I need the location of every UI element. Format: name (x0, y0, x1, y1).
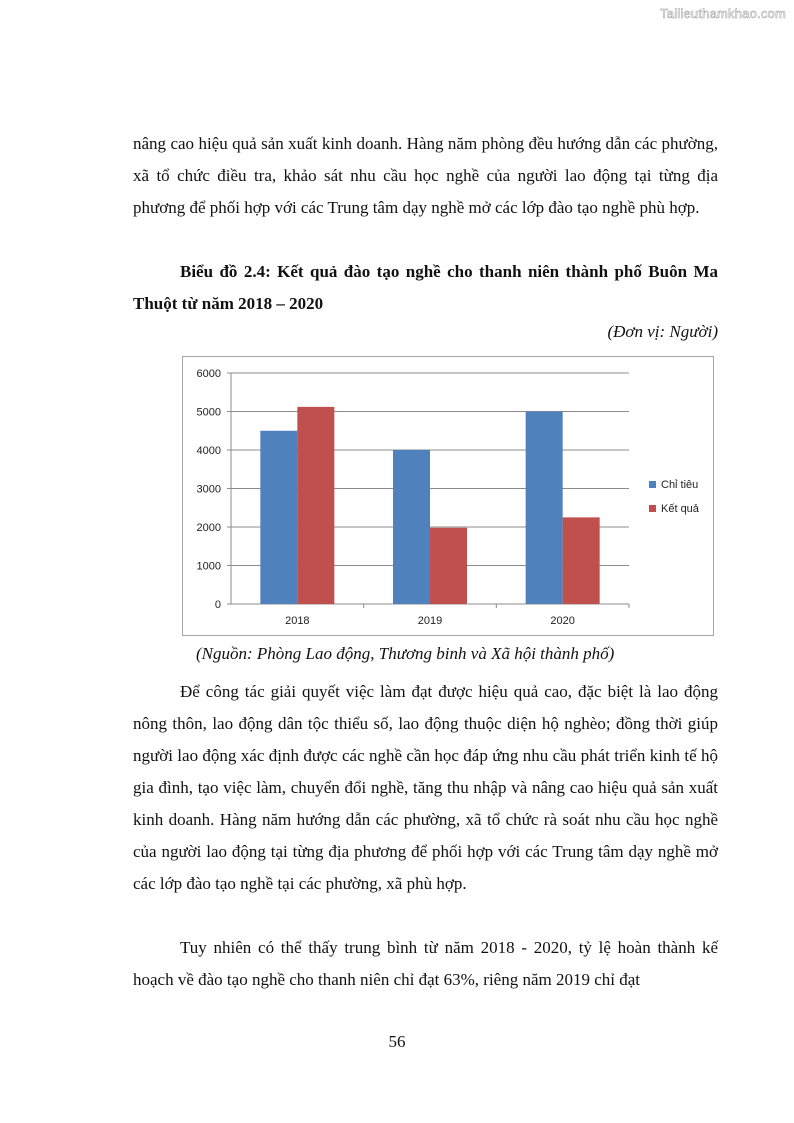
page-number: 56 (388, 1032, 406, 1051)
x-tick-label: 2018 (285, 615, 310, 627)
y-tick-label: 2000 (196, 522, 221, 534)
bar-chart (182, 356, 714, 636)
unit-label: (Đơn vị: Người) (607, 322, 718, 341)
bar-chỉ-tiêu-2020 (526, 412, 563, 605)
legend-label: Chỉ tiêu (661, 479, 699, 491)
chart-source: (Nguồn: Phòng Lao động, Thương binh và Xã hội thành phố) (196, 644, 615, 663)
y-tick-label: 6000 (196, 368, 221, 380)
bar-chỉ-tiêu-2019 (393, 450, 430, 604)
bar-chỉ-tiêu-2018 (260, 431, 297, 604)
chart-canvas (183, 357, 715, 637)
x-tick-label: 2019 (417, 615, 443, 627)
legend-swatch (649, 505, 656, 512)
paragraph-2: Để công tác giải quyết việc làm đạt được hiệu quả cao, đặc biệt là lao động nông thôn, lao động dân tộc thiểu số, lao động thuộc diện hộ nghèo; đồng thời giúp người lao động xác định được các nghề cần học đáp ứng nhu cầu phát triển kinh tế hộ gia đình, tạo việc làm, chuyển đổi nghề, tăng thu nhập và nâng cao hiệu quả sản xuất kinh doanh. Hàng năm hướng dẫn các phường, xã tổ chức rà soát nhu cầu học nghề của người lao động tại từng địa phương để phối hợp với các Trung tâm dạy nghề mở các lớp đào tạo nghề tại các phường, xã phù hợp. (133, 682, 718, 893)
paragraph-3: Tuy nhiên có thể thấy trung bình từ năm 2018 - 2020, tỷ lệ hoàn thành kế hoạch về đào tạo nghề cho thanh niên chỉ đạt 63%, riêng năm 2019 chỉ đạt (133, 938, 718, 989)
chart-caption: Biểu đồ 2.4: Kết quả đào tạo nghề cho thanh niên thành phố Buôn Ma Thuột từ năm 2018 – 2020 (133, 262, 718, 313)
bar-kết-quả-2018 (297, 407, 334, 604)
bar-kết-quả-2019 (430, 528, 467, 604)
legend-swatch (649, 481, 656, 488)
legend-label: Kết quả (661, 503, 699, 515)
y-tick-label: 0 (214, 599, 221, 611)
y-tick-label: 1000 (196, 560, 221, 573)
y-tick-label: 4000 (196, 445, 221, 457)
y-tick-label: 3000 (196, 483, 221, 496)
paragraph-1: nâng cao hiệu quả sản xuất kinh doanh. Hàng năm phòng đều hướng dẫn các phường, xã tổ chức điều tra, khảo sát nhu cầu học nghề của người lao động tại từng địa phương để phối hợp với các Trung tâm dạy nghề mở các lớp đào tạo nghề phù hợp. (133, 134, 718, 217)
x-tick-label: 2020 (550, 615, 575, 627)
y-tick-label: 5000 (196, 406, 221, 419)
bar-kết-quả-2020 (563, 517, 600, 604)
watermark: Tailieuthamkhao.com (660, 6, 786, 21)
